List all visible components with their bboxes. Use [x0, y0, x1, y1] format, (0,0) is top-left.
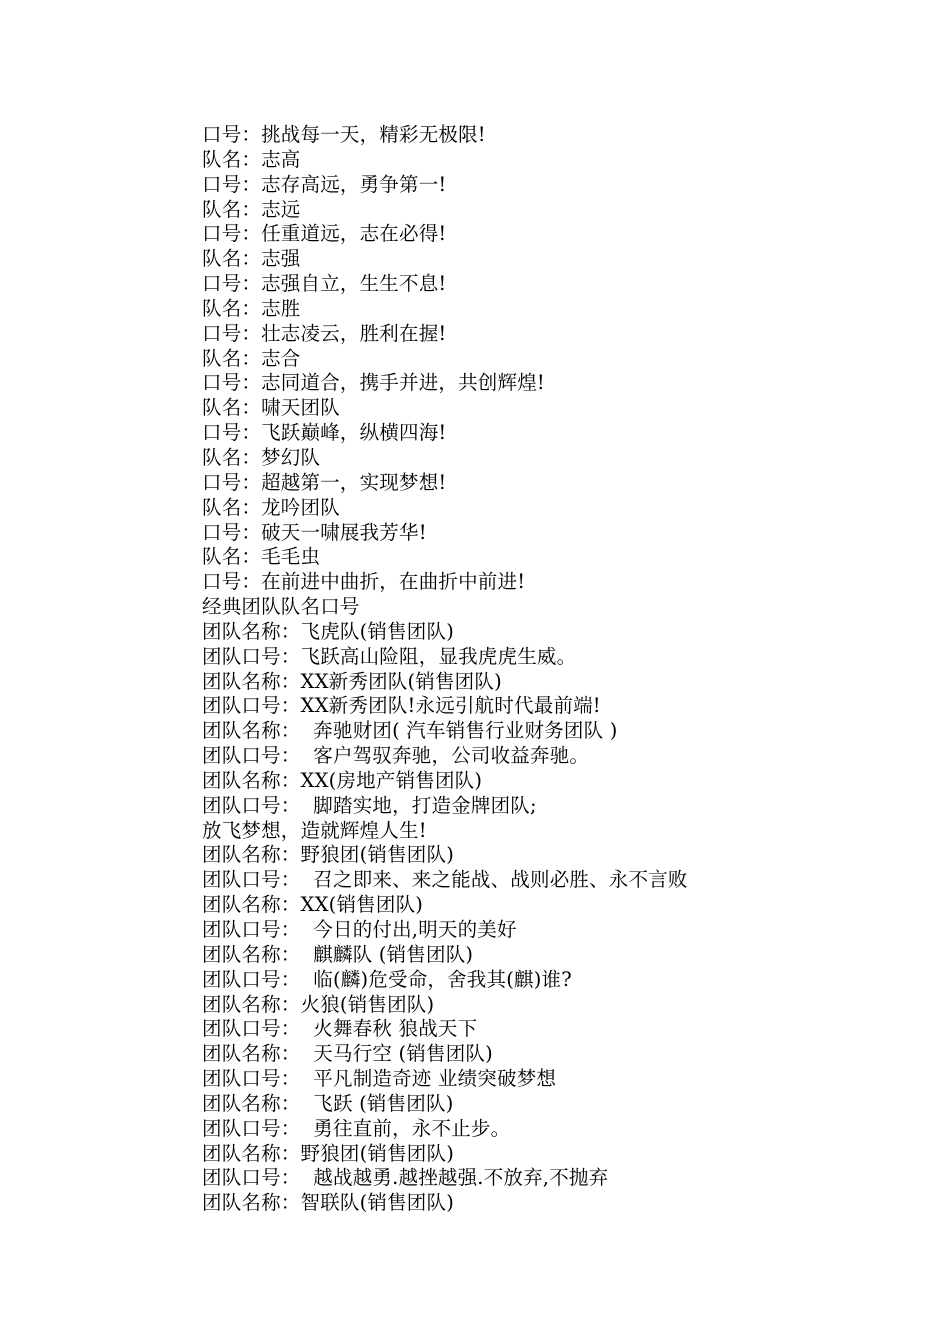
text-line: 团队名称：智联队(销售团队) — [202, 1191, 455, 1215]
text-line: 团队名称：野狼团(销售团队) — [202, 843, 455, 867]
text-line: 口号：志存高远，勇争第一! — [202, 172, 447, 196]
text-line: 团队名称：XX(销售团队) — [202, 893, 424, 917]
text-line: 团队名称：XX新秀团队(销售团队) — [202, 669, 502, 693]
document-body — [202, 123, 922, 1216]
text-line: 团队名称： 奔驰财团( 汽车销售行业财务团队 ) — [202, 719, 618, 743]
text-line: 队名：志高 — [202, 147, 301, 171]
text-line: 放飞梦想，造就辉煌人生! — [202, 818, 427, 842]
text-line: 团队名称： 飞跃 (销售团队) — [202, 1091, 454, 1115]
text-line: 口号：志同道合，携手并进，共创辉煌! — [202, 371, 545, 395]
text-line: 团队口号： 召之即来、来之能战、战则必胜、永不言败 — [202, 868, 688, 892]
text-line: 队名：毛毛虫 — [202, 545, 321, 569]
text-line: 队名：梦幻队 — [202, 445, 321, 469]
text-line: 团队名称：飞虎队(销售团队) — [202, 619, 455, 643]
text-line: 口号：在前进中曲折，在曲折中前进! — [202, 570, 526, 594]
text-line: 团队名称： 天马行空 (销售团队) — [202, 1042, 493, 1066]
text-line: 团队口号：XX新秀团队!永远引航时代最前端! — [202, 694, 601, 718]
text-line: 口号：破天一啸展我芳华! — [202, 520, 427, 544]
section-heading: 经典团队队名口号 — [202, 595, 360, 619]
text-line: 团队口号： 勇往直前，永不止步。 — [202, 1116, 511, 1140]
text-line: 团队口号： 火舞春秋 狼战天下 — [202, 1017, 478, 1041]
text-line: 团队名称： 麒麟队 (销售团队) — [202, 942, 474, 966]
text-line: 口号：超越第一，实现梦想! — [202, 470, 447, 494]
text-line: 团队名称：XX(房地产销售团队) — [202, 768, 483, 792]
text-line: 团队名称：火狼(销售团队) — [202, 992, 435, 1016]
text-line: 口号：任重道远，志在必得! — [202, 222, 447, 246]
text-line: 团队口号： 平凡制造奇迹 业绩突破梦想 — [202, 1067, 557, 1091]
text-line: 口号：志强自立，生生不息! — [202, 272, 447, 296]
text-line: 队名：啸天团队 — [202, 396, 340, 420]
text-line: 团队口号： 临(麟)危受命，舍我其(麒)谁? — [202, 967, 572, 991]
text-line: 团队口号： 客户驾驭奔驰，公司收益奔驰。 — [202, 744, 590, 768]
text-line: 队名：龙吟团队 — [202, 495, 340, 519]
text-line: 口号：飞跃巅峰，纵横四海! — [202, 421, 447, 445]
text-line: 口号：壮志凌云，胜利在握! — [202, 321, 447, 345]
text-line: 团队口号： 今日的付出,明天的美好 — [202, 918, 517, 941]
text-line: 团队口号： 越战越勇.越挫越强.不放弃,不抛弃 — [202, 1166, 609, 1190]
text-line: 队名：志胜 — [202, 296, 301, 320]
text-line: 团队口号： 脚踏实地，打造金牌团队; — [202, 793, 537, 817]
text-line: 团队名称：野狼团(销售团队) — [202, 1141, 455, 1165]
text-line: 队名：志强 — [202, 247, 301, 271]
text-line: 团队口号：飞跃高山险阻，显我虎虎生威。 — [202, 644, 577, 668]
text-line: 队名：志远 — [202, 197, 301, 221]
text-line: 队名：志合 — [202, 346, 301, 370]
text-line: 口号：挑战每一天，精彩无极限! — [202, 123, 486, 146]
